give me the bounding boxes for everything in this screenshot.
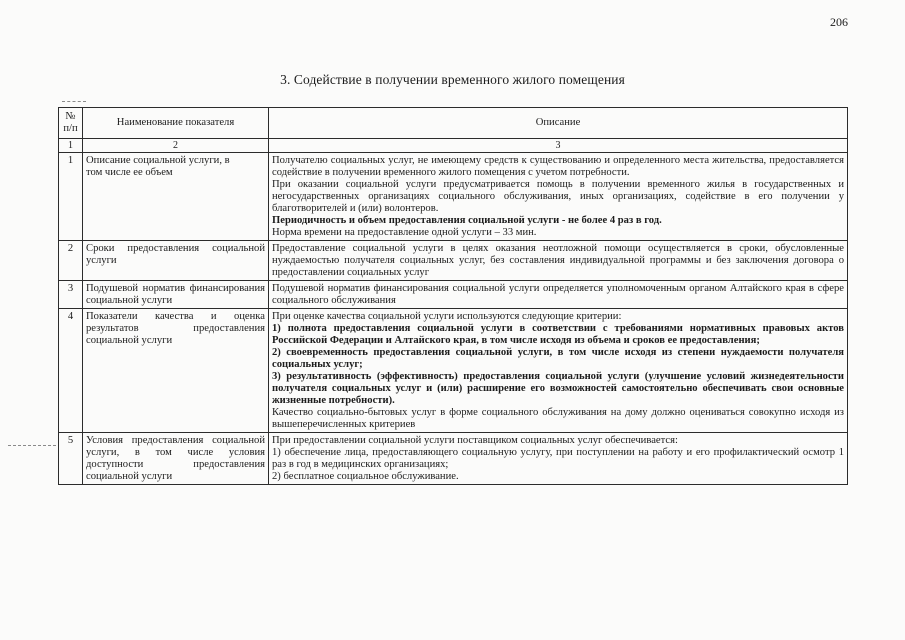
column-index: 3 [269, 139, 848, 153]
table-row [59, 241, 848, 281]
indicator-description [269, 433, 848, 485]
description-paragraph: 1) полнота предоставления социальной услуги в соответствии с требованиями нормативных правовых актов Российской Федерации и Алтайского края, в том числе исходя из объема и сроков ее предоставления; [272, 323, 844, 346]
description-paragraph: При предоставлении социальной услуги поставщиком социальных услуг обеспечивается: [272, 435, 678, 446]
description-paragraph: 3) результативность (эффективность) предоставления социальной услуги (улучшение условий жизнедеятельности получателя социальных услуг и (или) расширение его возможностей самостоятельно обеспечивать свои основные жизненные потребности). [272, 371, 844, 406]
description-paragraph: Предоставление социальной услуги в целях оказания неотложной помощи осуществляется в сроки, обусловленные нуждаемостью получателя социальных услуг, без составления индивидуальной программы и без заключения договора о предоставлении социальных услуг [272, 243, 844, 278]
description-paragraph: 2) бесплатное социальное обслуживание. [272, 471, 459, 482]
table-row [59, 153, 848, 241]
indicator-name: Показатели качества и оценка результатов предоставления социальной услуги [83, 309, 269, 433]
indicator-description [269, 309, 848, 433]
scan-artifact-line [8, 445, 56, 446]
indicator-name-line: том числе ее объем [86, 167, 173, 178]
row-number: 1 [59, 153, 83, 241]
description-paragraph: При оказании социальной услуги предусматривается помощь в получении временного жилья в государственных и негосударственных организациях социального обслуживания, иных организациях, содействие в его получении у благотворителей и (или) волонтеров. [272, 179, 844, 214]
row-number: 5 [59, 433, 83, 485]
document-title: 3. Содействие в получении временного жилого помещения [280, 72, 625, 87]
description-paragraph: Качество социально-бытовых услуг в форме социального обслуживания на дому должно оцениваться совокупно исходя из вышеперечисленных критериев [272, 407, 844, 430]
service-description-table [58, 107, 848, 485]
description-paragraph: Норма времени на предоставление одной услуги – 33 мин. [272, 227, 537, 238]
header-indicator-name: Наименование показателя [83, 108, 269, 139]
table-row [59, 433, 848, 485]
column-index-row [59, 139, 848, 153]
description-paragraph: Периодичность и объем предоставления социальной услуги - не более 4 раз в год. [272, 215, 662, 226]
indicator-description [269, 281, 848, 309]
indicator-description [269, 241, 848, 281]
table-header-row [59, 108, 848, 139]
description-paragraph: Получателю социальных услуг, не имеющему средств к существованию и определенного места жительства, предоставляется содействие в получении временного жилого помещения с учетом потребности. [272, 155, 844, 178]
column-index: 2 [83, 139, 269, 153]
row-number: 3 [59, 281, 83, 309]
indicator-name: Подушевой норматив финансирования социальной услуги [83, 281, 269, 309]
row-number: 4 [59, 309, 83, 433]
page-number: 206 [830, 15, 848, 29]
description-paragraph: 1) обеспечение лица, предоставляющего социальную услугу, при поступлении на работу и его профилактический осмотр 1 раз в год в медицинских организациях; [272, 447, 844, 470]
column-index: 1 [59, 139, 83, 153]
header-number: № п/п [59, 108, 83, 139]
indicator-name: Сроки предоставления социальной услуги [83, 241, 269, 281]
indicator-description [269, 153, 848, 241]
table-row [59, 281, 848, 309]
indicator-name [83, 153, 269, 241]
description-paragraph: Подушевой норматив финансирования социальной услуги определяется уполномоченным органом Алтайского края в сфере социального обслуживания [272, 283, 844, 306]
indicator-name-line: Описание социальной услуги, в [86, 155, 230, 166]
scan-artifact-line [62, 101, 86, 102]
description-paragraph: 2) своевременность предоставления социальной услуги, в том числе исходя из степени нуждаемости получателя социальных услуг; [272, 347, 844, 370]
description-paragraph: При оценке качества социальной услуги используются следующие критерии: [272, 311, 622, 322]
indicator-name: Условия предоставления социальной услуги, в том числе условия доступности предоставления социальной услуги [83, 433, 269, 485]
row-number: 2 [59, 241, 83, 281]
header-description: Описание [269, 108, 848, 139]
table-row [59, 309, 848, 433]
